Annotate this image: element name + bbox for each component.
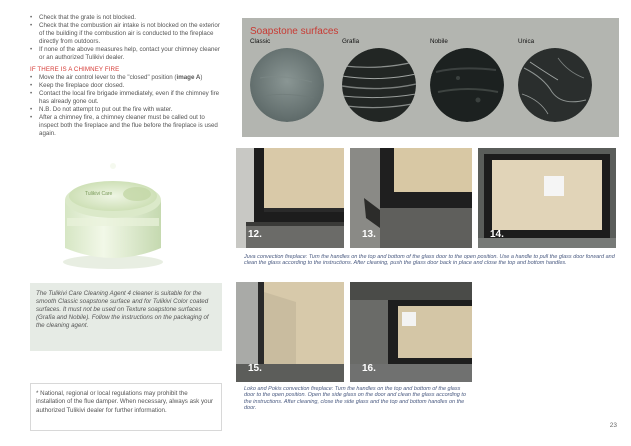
list-item: • After a chimney fire, a chimney cleaner must be called out to inspect both the fireplace and the flue before the fireplace is used again. (30, 114, 220, 138)
chimney-fire-list (30, 74, 220, 139)
soapstone-title: Soapstone surfaces (250, 26, 339, 37)
photo-13 (350, 148, 472, 248)
soapstone-classic (250, 38, 330, 127)
photo-number: 14. (490, 229, 504, 240)
list-item: • Contact the local fire brigade immediately, even if the chimney fire has already gone out. (30, 90, 220, 106)
photo-15 (236, 282, 344, 382)
left-column (30, 14, 220, 138)
juva-caption: Juva convection fireplace: Turn the handles on the top and bottom of the glass door to the open position. Use a handle to pull the glass door forward and clean the glass according to the instructions. After cleaning, push the glass door back in place and close the top and bottom handles. (244, 254, 615, 267)
soapstone-label: Nobile (430, 38, 448, 45)
nobile-swatch (430, 48, 504, 122)
regulations-note-box (30, 383, 222, 431)
note-text: * National, regional or local regulations may prohibit the installation of the flue damper. When necessary, always ask your authorized Tulikivi dealer for further information. (36, 390, 214, 414)
loko-pokis-caption: Loko and Pokis convection fireplace: Turn the handles on the top and bottom of the glass door to the open position. Open the side glass on the door and clean the glass according to the instructions. After cleaning, close the side glass and the top and bottom handles on the door. (244, 386, 466, 412)
photo-number: 13. (362, 229, 376, 240)
chimney-fire-heading: IF THERE IS A CHIMNEY FIRE (30, 65, 120, 73)
cleaning-agent-info-box (30, 283, 222, 351)
soapstone-unica (518, 38, 598, 127)
list-item: • Check that the combustion air intake is not blocked on the exterior of the building if the combustion air is conducted to the fireplace directly from outdoors. (30, 22, 220, 46)
photo-number: 15. (248, 363, 262, 374)
unica-swatch (518, 48, 592, 122)
classic-swatch (250, 48, 324, 122)
photo-16 (350, 282, 472, 382)
soapstone-label: Grafia (342, 38, 360, 45)
photo-number: 12. (248, 229, 262, 240)
list-item: • If none of the above measures help, contact your chimney cleaner or an authorized Tulikivi dealer. (30, 46, 220, 62)
photo-12 (236, 148, 344, 248)
soapstone-surfaces-panel (242, 18, 619, 137)
cleaning-agent-jar-image (55, 160, 175, 272)
info-text: The Tulikivi Care Cleaning Agent 4 cleaner is suitable for the smooth Classic soapstone surface and for Tulikivi Color coated surfaces. It must not be used on Texture soapstone surfaces (Grafia and Nobile). Follow the instructions on the packaging of the cleaning agent. (36, 290, 209, 330)
photo-14 (478, 148, 616, 248)
list-item: • N.B. Do not attempt to put out the fire with water. (30, 106, 220, 114)
page-number: 23 (609, 422, 617, 429)
image-reference: image A (176, 73, 201, 81)
soapstone-label: Classic (250, 38, 271, 45)
soapstone-nobile (430, 38, 510, 127)
list-item: • Move the air control lever to the "closed" position (image A) (30, 74, 220, 82)
list-item: • Keep the fireplace door closed. (30, 82, 220, 90)
photo-number: 16. (362, 363, 376, 374)
grafia-swatch (342, 48, 416, 122)
soapstone-label: Unica (518, 38, 535, 45)
list-item: • Check that the grate is not blocked. (30, 14, 220, 22)
jar-lid-text: Tulikivi Care (85, 191, 113, 197)
soapstone-grafia (342, 38, 422, 127)
troubleshooting-list (30, 14, 220, 63)
